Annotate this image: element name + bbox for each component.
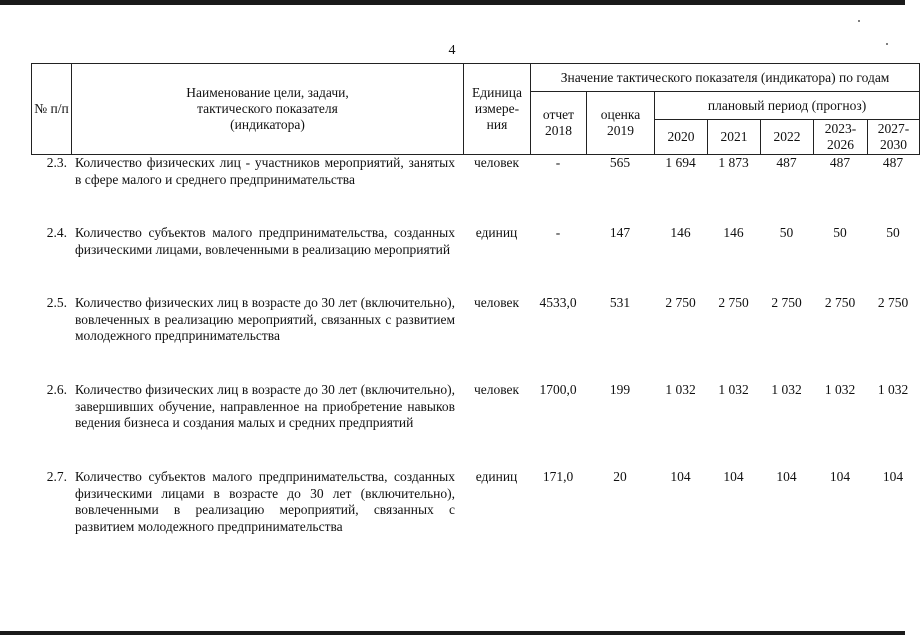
row-value: 50 xyxy=(833,225,847,240)
row-report: - xyxy=(555,155,561,170)
row-estimate: 531 xyxy=(609,295,631,310)
header-name: Наименование цели, задачи, тактического показателя (индикатора) xyxy=(72,64,464,155)
table-body xyxy=(31,155,919,556)
row-value: 104 xyxy=(776,469,797,484)
scan-speck xyxy=(858,20,860,22)
row-number: 2.3. xyxy=(46,155,67,170)
row-number: 2.6. xyxy=(46,382,67,397)
row-value: 487 xyxy=(829,155,851,170)
row-value: 146 xyxy=(670,225,691,240)
row-report: 1700,0 xyxy=(539,382,577,397)
row-value: 2 750 xyxy=(665,295,696,310)
row-value: 1 694 xyxy=(665,155,696,170)
row-value: 487 xyxy=(882,155,904,170)
row-unit: человек xyxy=(473,382,520,397)
header-year: 2022 xyxy=(761,120,814,155)
row-unit: единиц xyxy=(475,225,518,240)
row-value: 104 xyxy=(723,469,744,484)
row-report: 171,0 xyxy=(542,469,574,484)
table-row xyxy=(31,469,919,556)
scan-edge-bottom xyxy=(0,631,905,635)
row-value: 2 750 xyxy=(877,295,909,310)
row-estimate: 565 xyxy=(609,155,631,170)
table-row xyxy=(31,382,919,469)
row-number: 2.4. xyxy=(46,225,67,240)
header-year: 2027-2030 xyxy=(868,120,920,155)
row-value: 1 032 xyxy=(824,382,856,397)
row-value: 146 xyxy=(723,225,744,240)
table-header xyxy=(31,63,920,155)
row-report: - xyxy=(555,225,561,240)
row-unit: единиц xyxy=(475,469,518,484)
row-report: 4533,0 xyxy=(539,295,577,310)
row-number: 2.7. xyxy=(46,469,67,484)
row-value: 1 032 xyxy=(877,382,909,397)
row-estimate: 199 xyxy=(609,382,631,397)
scan-speck xyxy=(886,43,888,45)
row-value: 104 xyxy=(670,469,691,484)
scan-edge-top xyxy=(0,0,905,5)
table-row xyxy=(31,225,919,295)
row-name: Количество физических лиц в возрасте до 30 лет (включительно), завершивших обучение, направленное на приобретение навыков ведения бизнеса и создания малых и средних предприятий xyxy=(75,382,455,430)
table-row xyxy=(31,155,919,225)
row-value: 2 750 xyxy=(718,295,749,310)
header-year: 2021 xyxy=(708,120,761,155)
row-estimate: 20 xyxy=(613,469,627,484)
row-value: 1 873 xyxy=(718,155,749,170)
row-value: 104 xyxy=(829,469,851,484)
row-name: Количество субъектов малого предпринимательства, созданных физическими лицами в возрасте до 30 лет (включительно), вовлеченными в реализацию мероприятий, связанных с развитием молодежного предпринимательства xyxy=(75,469,455,534)
row-unit: человек xyxy=(473,295,520,310)
header-values: Значение тактического показателя (индикатора) по годам xyxy=(531,64,920,92)
table-row xyxy=(31,295,919,382)
row-value: 50 xyxy=(886,225,900,240)
header-year: 2023-2026 xyxy=(814,120,868,155)
header-num: № п/п xyxy=(32,64,72,155)
row-estimate: 147 xyxy=(609,225,631,240)
row-value: 2 750 xyxy=(824,295,856,310)
row-value: 1 032 xyxy=(771,382,802,397)
header-planned: плановый период (прогноз) xyxy=(655,92,920,120)
row-name: Количество физических лиц - участников мероприятий, занятых в сфере малого и среднего предпринимательства xyxy=(75,155,455,187)
row-value: 50 xyxy=(779,225,794,240)
header-year: 2020 xyxy=(655,120,708,155)
row-value: 104 xyxy=(882,469,904,484)
header-report: отчет 2018 xyxy=(531,92,587,155)
header-estimate: оценка 2019 xyxy=(587,92,655,155)
row-value: 487 xyxy=(776,155,797,170)
row-value: 2 750 xyxy=(771,295,802,310)
row-value: 1 032 xyxy=(665,382,696,397)
row-name: Количество физических лиц в возрасте до 30 лет (включительно), вовлеченных в реализацию мероприятий, связанных с развитием молодежного предпринимательства xyxy=(75,295,455,343)
page-number: 4 xyxy=(448,43,456,58)
row-name: Количество субъектов малого предпринимательства, созданных физическими лицами, вовлеченными в реализацию мероприятий xyxy=(75,225,455,257)
header-unit: Единица измере-ния xyxy=(464,64,531,155)
row-unit: человек xyxy=(473,155,520,170)
row-value: 1 032 xyxy=(718,382,749,397)
row-number: 2.5. xyxy=(46,295,67,310)
